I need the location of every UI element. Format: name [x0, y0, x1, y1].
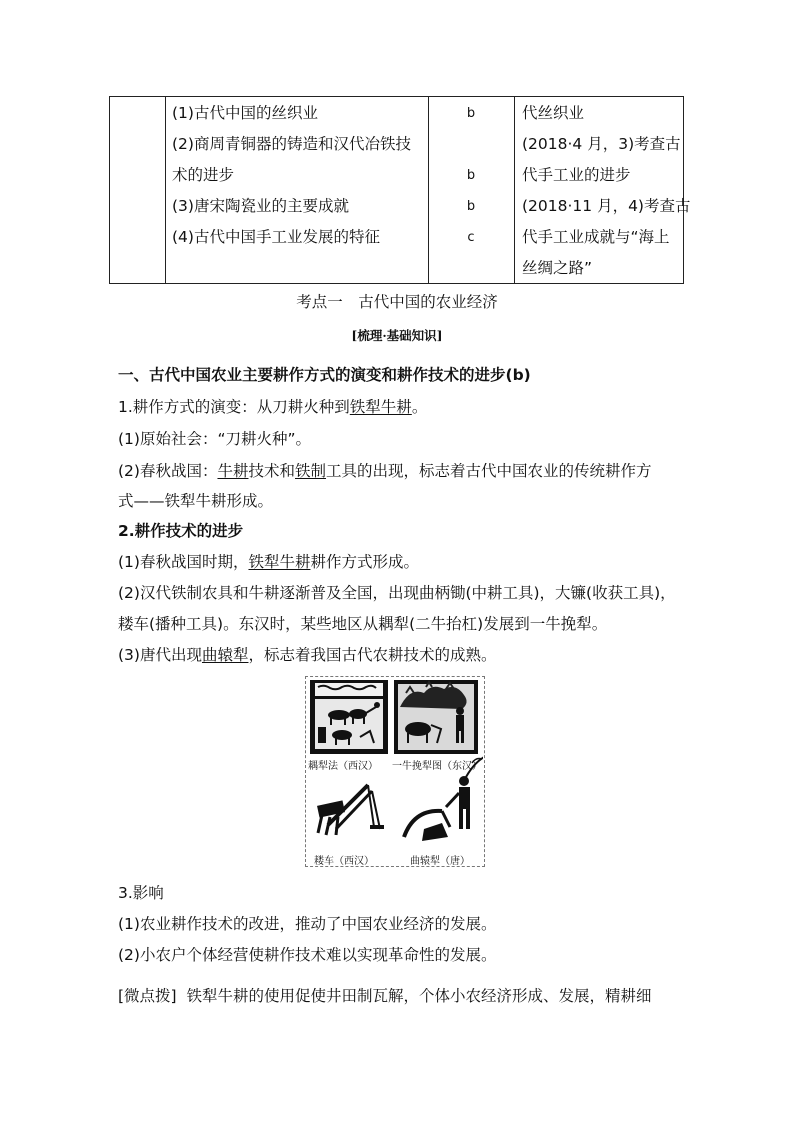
table-item: (1)古代中国的丝织业	[172, 104, 318, 122]
paragraph-10: (2)小农户个体经营使耕作技术难以实现革命性的发展。	[118, 946, 497, 964]
heading-2: 2.耕作技术的进步	[118, 522, 244, 540]
table-note: 代丝织业	[522, 104, 585, 122]
ox-plowing-image	[310, 680, 388, 754]
table-level: c	[467, 230, 475, 245]
table-content-items	[172, 98, 411, 253]
paragraph-2: (1)原始社会：“刀耕火种”。	[118, 430, 312, 448]
paragraph-7: 耧车(播种工具)。东汉时，某些地区从耦犁(二牛抬杠)发展到一牛挽犁。	[118, 615, 608, 633]
tip-text: 铁犁牛耕的使用促使井田制瓦解，个体小农经济形成、发展，精耕细	[186, 987, 652, 1005]
table-level: b	[466, 168, 476, 183]
section-subtitle: [梳理·基础知识]	[351, 328, 443, 343]
figure-caption: 曲辕犁（唐）	[410, 856, 470, 867]
table-item: (4)古代中国手工业发展的特征	[172, 228, 380, 246]
paragraph-5: (1)春秋战国时期，铁犁牛耕耕作方式形成。	[118, 553, 419, 571]
tip-tag: [微点拨]	[118, 987, 177, 1005]
paragraph-3: (2)春秋战国：牛耕技术和铁制工具的出现，标志着古代中国农业的传统耕作方	[118, 462, 652, 480]
tip-paragraph	[118, 986, 651, 1006]
table-note: 代手工业成就与“海上	[522, 228, 670, 246]
table-note: (2018·4 月，3)考查古	[522, 135, 681, 153]
table-item: (3)唐宋陶瓷业的主要成就	[172, 197, 349, 215]
table-note: (2018·11 月，4)考查古	[522, 197, 691, 215]
table-divider	[165, 97, 166, 283]
table-level: b	[466, 199, 476, 214]
figure-caption: 一牛挽犁图（东汉）	[392, 761, 482, 772]
heading-3: 3.影响	[118, 884, 164, 902]
paragraph-8: (3)唐代出现曲辕犁，标志着我国古代农耕技术的成熟。	[118, 646, 497, 664]
table-note: 丝绸之路”	[522, 259, 593, 277]
table-divider	[428, 97, 429, 283]
section-title: 考点一 古代中国的农业经济	[296, 293, 498, 311]
heading-1: 一、古代中国农业主要耕作方式的演变和耕作技术的进步(b)	[118, 366, 531, 384]
table-item: 术的进步	[172, 166, 235, 184]
one-ox-plow-image	[394, 680, 478, 754]
table-divider	[514, 97, 515, 283]
farming-tools-figure	[305, 676, 485, 867]
table-level: b	[466, 106, 476, 121]
curriculum-table	[109, 96, 691, 284]
seed-drill-image	[317, 785, 384, 835]
paragraph-9: (1)农业耕作技术的改进，推动了中国农业经济的发展。	[118, 915, 497, 933]
table-item: (2)商周青铜器的铸造和汉代冶铁技	[172, 135, 411, 153]
figure-caption: 耦犁法（西汉）	[308, 761, 378, 772]
table-note: 代手工业的进步	[522, 166, 631, 184]
table-notes	[522, 98, 690, 284]
paragraph-4: 式——铁犁牛耕形成。	[118, 492, 274, 510]
figure-caption: 耧车（西汉）	[314, 856, 374, 867]
paragraph-6: (2)汉代铁制农具和牛耕逐渐普及全国，出现曲柄锄(中耕工具)，大镰(收获工具)，	[118, 584, 676, 602]
paragraph-1: 1.耕作方式的演变：从刀耕火种到铁犁牛耕。	[118, 398, 428, 416]
